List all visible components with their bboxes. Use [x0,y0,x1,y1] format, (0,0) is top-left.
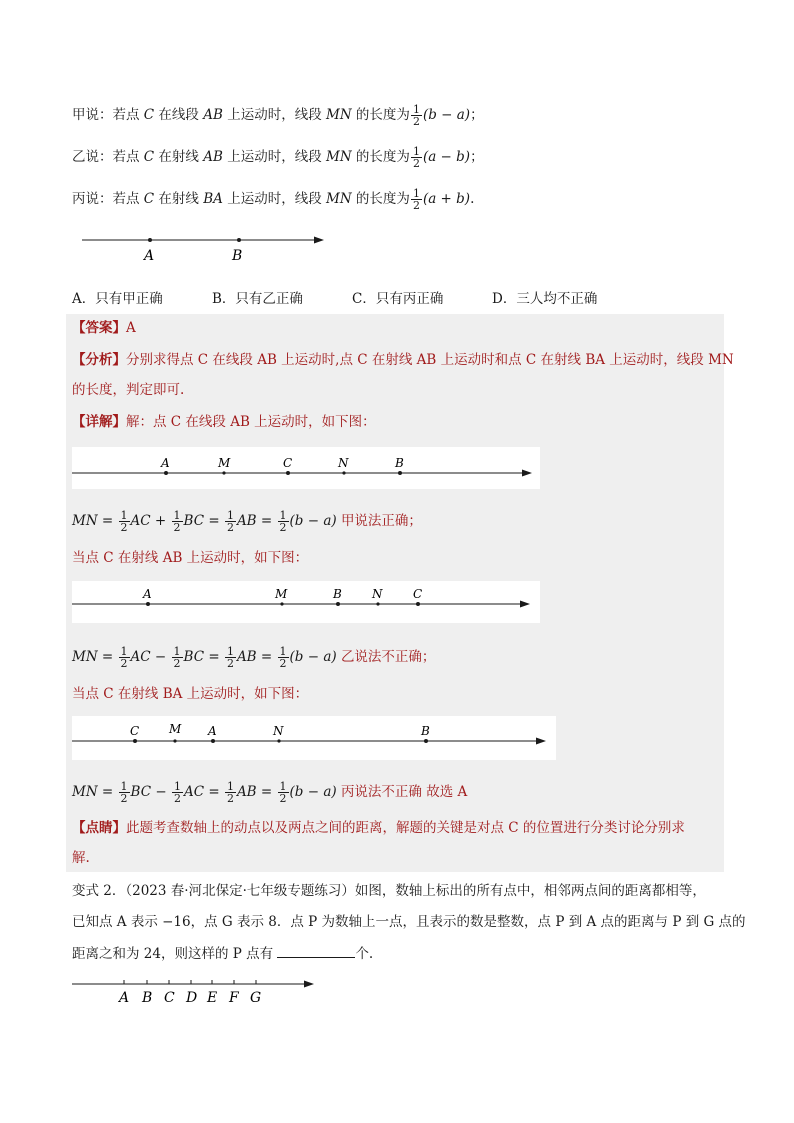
comment-tag: 【点睛】 [72,820,126,836]
eq-term: AB = [236,513,273,529]
fraction [225,646,236,669]
point-label: C [143,107,155,123]
fraction-numerator: 1 [226,645,234,658]
fraction [411,188,422,211]
fraction [225,781,236,804]
point-dot-n [376,602,379,605]
arrow-head [520,601,530,608]
expression: (b − a) [422,107,471,123]
point-label-a: A [143,587,152,601]
variant-text: 个. [355,946,374,962]
fraction [411,104,422,127]
text: 上运动时，线段 [222,149,326,165]
text: ； [470,149,484,165]
choice-d[interactable]: D．三人均不正确 [492,291,598,307]
fraction-numerator: 1 [173,645,181,658]
segment-label: BA [203,191,223,207]
fraction [172,510,183,533]
point-label-n: N [372,587,383,601]
fraction [278,646,289,669]
text: 的长度为 [351,149,410,165]
eq-term: AC − [130,649,167,665]
analysis-line-1 [72,350,734,370]
figure-ray-ab [80,230,330,266]
point-label-b: B [232,248,243,264]
eq-lhs: MN = [72,649,114,665]
statement-bing [72,188,474,211]
expression: (a + b) [422,191,471,207]
point-dot-c [416,602,420,606]
point-label-a: A [119,990,130,1006]
text: 的长度为 [351,107,410,123]
text: 的长度为 [351,191,410,207]
fraction-numerator: 1 [279,645,287,658]
fraction-denominator: 2 [279,792,287,805]
eq-lhs: MN = [72,784,114,800]
point-dot-a [146,602,150,606]
eq-term: (b − a) [289,513,337,529]
point-label-a: A [208,724,217,738]
equation-1 [72,510,422,533]
equation-3 [72,781,467,804]
point-label-b: B [142,990,153,1006]
point-label: C [143,191,155,207]
point-label-b: B [421,724,430,738]
point-label-g: G [250,990,262,1006]
fraction [411,146,422,169]
point-label-b: B [395,456,404,470]
segment-label: MN [326,191,352,207]
case-3-text: 当点 C 在射线 BA 上运动时，如下图： [72,686,309,702]
eq-term: AC = [183,784,220,800]
text: 在线段 [154,107,204,123]
fraction-denominator: 2 [226,792,234,805]
fraction-denominator: 2 [226,657,234,670]
fraction-denominator: 2 [173,521,181,534]
figure-number-line-5 [70,974,330,1008]
fraction-numerator: 1 [173,780,181,793]
case-2-text: 当点 C 在射线 AB 上运动时，如下图： [72,550,309,566]
fraction-denominator: 2 [120,792,128,805]
point-label-n: N [338,456,349,470]
variant-line-3 [72,943,373,964]
point-label-b: B [333,587,342,601]
analysis-tag: 【分析】 [72,352,126,368]
comment-line-2: 解. [72,850,90,866]
fraction-numerator: 1 [120,509,128,522]
point-dot-m [222,471,225,474]
fraction-numerator: 1 [120,645,128,658]
expression: (a − b) [422,149,471,165]
answer-line [72,318,136,338]
point-label-f: F [229,990,239,1006]
point-dot-a [211,739,215,743]
point-label-c: C [413,587,423,601]
fraction-denominator: 2 [173,792,181,805]
eq-term: AB = [236,649,273,665]
fraction-numerator: 1 [279,780,287,793]
fraction-denominator: 2 [412,157,420,170]
segment-label: AB [203,149,223,165]
fraction-numerator: 1 [412,103,420,116]
point-label-c: C [283,456,293,470]
fraction-denominator: 2 [120,657,128,670]
figure-number-line-3 [72,581,540,623]
point-label: C [143,149,155,165]
eq-term: AC + [130,513,167,529]
point-label-d: D [186,990,198,1006]
text: 乙说：若点 [72,149,144,165]
eq-term: (b − a) [289,784,337,800]
fraction-denominator: 2 [120,521,128,534]
point-dot-m [173,739,176,742]
arrow-head [522,470,532,477]
fraction [278,510,289,533]
comment-line-1 [72,818,685,838]
fraction [172,781,183,804]
text: 甲说：若点 [72,107,144,123]
variant-line-1: 变式 2．（2023 春·河北保定·七年级专题练习）如图，数轴上标出的所有点中，相邻两点间的距离都相等， [72,883,706,899]
fraction-numerator: 1 [226,780,234,793]
eq-note: 乙说法不正确； [340,649,436,665]
point-label-n: N [273,724,284,738]
text: 丙说：若点 [72,191,144,207]
fraction-numerator: 1 [173,509,181,522]
fraction [172,646,183,669]
point-dot-c [286,471,290,475]
figure-number-line-4 [72,716,556,760]
point-label-m: M [218,456,231,470]
choice-c[interactable]: C．只有丙正确 [352,291,444,307]
fraction-denominator: 2 [279,521,287,534]
eq-lhs: MN = [72,513,114,529]
fraction-denominator: 2 [412,199,420,212]
arrow-head [314,237,324,244]
fraction-denominator: 2 [226,521,234,534]
point-label-c: C [130,724,140,738]
text: 上运动时，线段 [222,191,326,207]
point-dot-c [133,739,137,743]
answer-value: A [126,320,136,336]
fraction [119,510,130,533]
choice-a[interactable]: A．只有甲正确 [72,291,163,307]
fraction-numerator: 1 [412,187,420,200]
point-label-m: M [169,722,182,736]
point-dot-a [148,238,152,242]
segment-label: MN [326,107,352,123]
text: ； [470,107,484,123]
analysis-text: 分别求得点 C 在线段 AB 上运动时,点 C 在射线 AB 上运动时和点 C 在射线 BA 上运动时，线段 MN [126,352,734,368]
eq-term: AB = [236,784,273,800]
fraction [278,781,289,804]
text: 上运动时，线段 [222,107,326,123]
point-label-m: M [275,587,288,601]
eq-term: BC − [130,784,167,800]
fraction-denominator: 2 [412,115,420,128]
point-dot-b [336,602,340,606]
point-label-a: A [144,248,155,264]
point-dot-b [424,739,428,743]
fraction-denominator: 2 [173,657,181,670]
point-label-c: C [164,990,175,1006]
segment-label: MN [326,149,352,165]
point-dot-b [398,471,402,475]
text: 在射线 [154,149,204,165]
variant-line-2: 已知点 A 表示 −16，点 G 表示 8．点 P 为数轴上一点，且表示的数是整数，点 P 到 A 点的距离与 P 到 G 点的 [72,914,746,930]
fraction-numerator: 1 [120,780,128,793]
text: 在射线 [154,191,204,207]
fraction [119,781,130,804]
answer-blank[interactable] [277,943,355,958]
choice-b[interactable]: B．只有乙正确 [212,291,303,307]
point-dot-b [237,238,241,242]
choices [72,287,632,307]
eq-term: BC = [183,649,220,665]
fraction-numerator: 1 [226,509,234,522]
statement-jia [72,104,484,127]
comment-text: 此题考查数轴上的动点以及两点之间的距离，解题的关键是对点 C 的位置进行分类讨论分别求 [126,820,685,836]
fraction [225,510,236,533]
fraction [119,646,130,669]
detail-line [72,412,376,432]
eq-term: (b − a) [289,649,337,665]
point-dot-n [277,739,280,742]
fraction-numerator: 1 [279,509,287,522]
answer-tag: 【答案】 [72,320,126,336]
fraction-numerator: 1 [412,145,420,158]
statement-yi [72,146,484,169]
point-label-a: A [161,456,170,470]
fraction-denominator: 2 [279,657,287,670]
point-label-e: E [207,990,218,1006]
point-dot-m [280,602,283,605]
point-dot-a [164,471,168,475]
text: . [470,191,475,207]
point-dot-n [342,471,345,474]
eq-note: 丙说法不正确 故选 A [340,784,468,800]
variant-text: 距离之和为 24，则这样的 P 点有 [72,946,274,962]
eq-term: BC = [183,513,220,529]
arrow-head [304,981,314,988]
segment-label: AB [203,107,223,123]
equation-2 [72,646,435,669]
detail-tag: 【详解】 [72,414,126,430]
analysis-line-2: 的长度，判定即可. [72,382,185,398]
arrow-head [536,738,546,745]
figure-number-line-2 [72,447,540,489]
eq-note: 甲说法正确； [340,513,422,529]
detail-text: 解：点 C 在线段 AB 上运动时，如下图： [126,414,376,430]
